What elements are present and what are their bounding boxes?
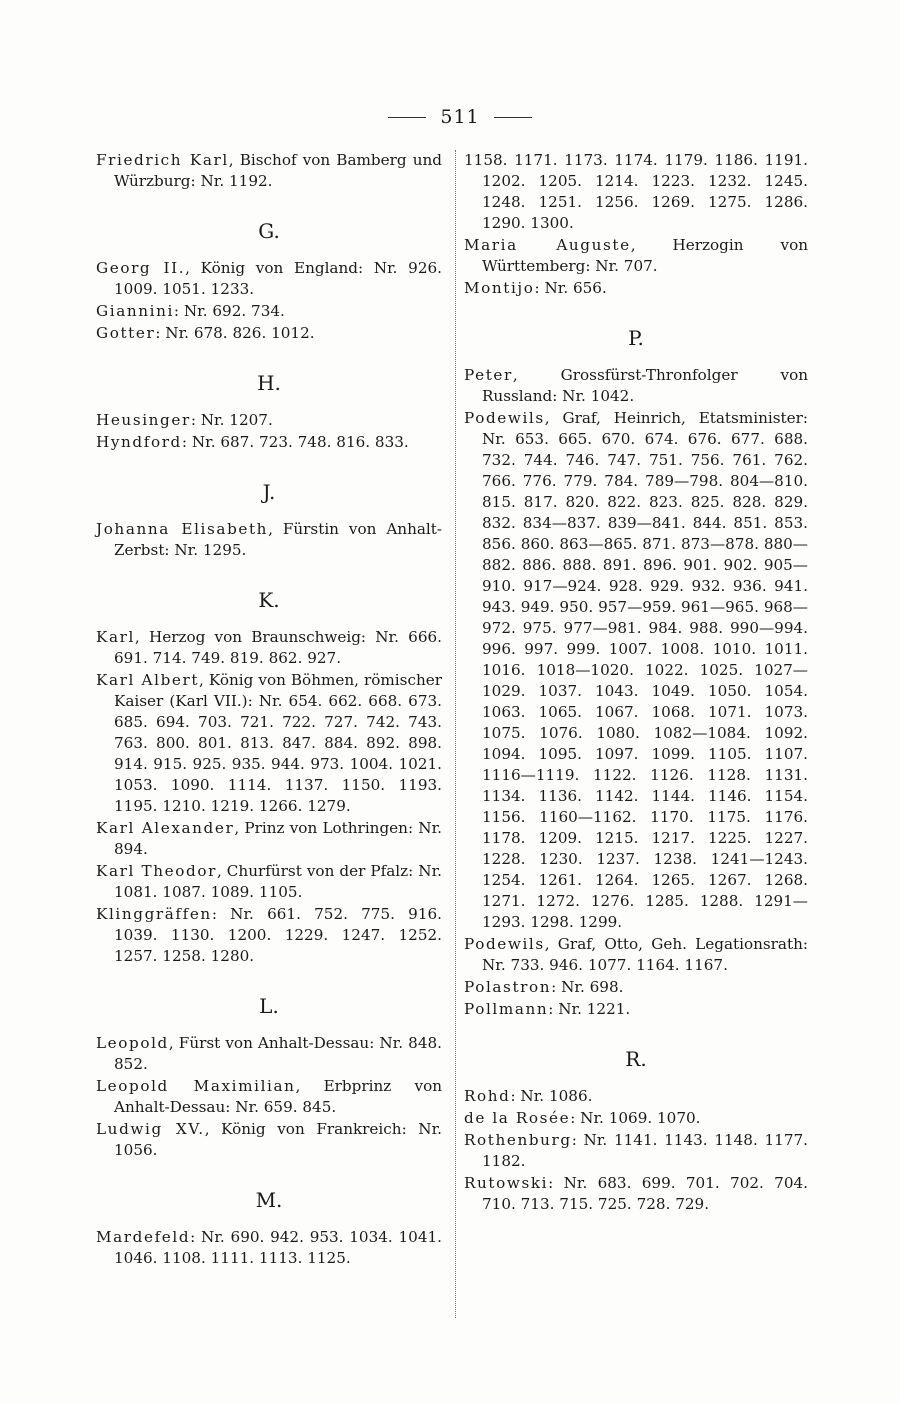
entry-references: , König von Böhmen, römischer Kaiser (Karl VII.): Nr. 654. 662. 668. 673. 685. 694. 703. 721. 722. 727. 742. 743. 763. 800. 801. 813. 847. 884. 892. 898. 914. 915. 925. 935. 944. 973. 1004. 1021. 1053. 1090. 1114. 1137. 1150. 1193. 1195. 1210. 1219. 1266. 1279. (114, 671, 442, 815)
section-heading: H. (257, 371, 281, 395)
section-heading: P. (628, 326, 644, 350)
entry-references: 1158. 1171. 1173. 1174. 1179. 1186. 1191. 1202. 1205. 1214. 1223. 1232. 1245. 1248. 1251. 1256. 1269. 1275. 1286. 1290. 1300. (464, 151, 808, 232)
entry-references: , Bischof von Bamberg und Würzburg: Nr. 1192. (114, 151, 442, 190)
index-entry (96, 861, 442, 903)
index-entry (96, 519, 442, 561)
section-heading: R. (625, 1047, 647, 1071)
entry-references: , Churfürst von der Pfalz: Nr. 1081. 1087. 1089. 1105. (114, 862, 443, 901)
index-entry (96, 1119, 442, 1161)
entry-name: Friedrich Karl (96, 151, 229, 169)
index-entry (96, 1227, 442, 1269)
entry-name: Karl Albert (96, 671, 200, 689)
index-entry (464, 1086, 808, 1107)
entry-references: : Nr. 1086. (510, 1087, 593, 1105)
entry-references: , König von Frankreich: Nr. 1056. (114, 1120, 442, 1159)
entry-name: Klinggräffen (96, 905, 212, 923)
index-entry (96, 904, 442, 967)
index-entry (464, 365, 808, 407)
entry-name: Karl (96, 628, 135, 646)
entry-references: : Nr. 683. 699. 701. 702. 704. 710. 713. 715. 725. 728. 729. (482, 1174, 808, 1213)
entry-name: Polastron (464, 978, 552, 996)
entry-references: , Graf, Heinrich, Etatsminister: Nr. 653. 665. 670. 674. 676. 677. 688. 732. 744. 746. 747. 751. 756. 761. 762. 766. 776. 779. 784. 789—798. 804—810. 815. 817. 820. 822. 823. 825. 828. 829. 832. 834—837. 839—841. 844. 851. 853. 856. 860. 863—865. 871. 873—878. 880—882. 886. 888. 891. 896. 901. 902. 905—910. 917—924. 928. 929. 932. 936. 941. 943. 949. 950. 957—959. 961—965. 968—972. 975. 977—981. 984. 988. 990—994. 996. 997. 999. 1007. 1008. 1010. 1011. 1016. 1018—1020. 1022. 1025. 1027—1029. 1037. 1043. 1049. 1050. 1054. 1063. 1065. 1067. 1068. 1071. 1073. 1075. 1076. 1080. 1082—1084. 1092. 1094. 1095. 1097. 1099. 1105. 1107. 1116—1119. 1122. 1126. 1128. 1131. 1134. 1136. 1142. 1144. 1146. 1154. 1156. 1160—1162. 1170. 1175. 1176. 1178. 1209. 1215. 1217. 1225. 1227. 1228. 1230. 1237. 1238. 1241—1243. 1254. 1261. 1264. 1265. 1267. 1268. 1271. 1272. 1276. 1285. 1288. 1291—1293. 1298. 1299. (482, 409, 808, 931)
entry-name: Mardefeld (96, 1228, 191, 1246)
entry-name: Karl Alexander (96, 819, 235, 837)
entry-name: Karl Theodor (96, 862, 217, 880)
entry-references: : Nr. 690. 942. 953. 1034. 1041. 1046. 1108. 1111. 1113. 1125. (114, 1228, 442, 1267)
entry-references: : Nr. 656. (534, 279, 607, 297)
section-heading: J. (262, 480, 276, 504)
index-entry (464, 278, 808, 299)
entry-name: Leopold Maximilian (96, 1077, 296, 1095)
index-entry (96, 1076, 442, 1118)
index-entry (464, 1108, 808, 1129)
entry-references: : Nr. 692. 734. (173, 302, 285, 320)
entry-name: Rohd (464, 1087, 511, 1105)
entry-name: Ludwig XV. (96, 1120, 205, 1138)
index-entry (464, 999, 808, 1020)
index-entry (96, 1033, 442, 1075)
section-heading: M. (255, 1188, 283, 1212)
index-entry (464, 1173, 808, 1215)
index-entry (96, 410, 442, 431)
entry-name: Johanna Elisabeth (96, 520, 269, 538)
entry-references: , Herzog von Braunschweig: Nr. 666. 691. 714. 749. 819. 862. 927. (114, 628, 442, 667)
entry-references: , König von England: Nr. 926. 1009. 1051. 1233. (114, 259, 442, 298)
index-entry (464, 235, 808, 277)
entry-name: Podewils (464, 935, 545, 953)
index-entry (464, 977, 808, 998)
index-entry-continuation (464, 150, 808, 234)
entry-name: de la Rosée (464, 1109, 571, 1127)
entry-references: , Prinz von Lothringen: Nr. 894. (114, 819, 442, 858)
entry-references: : Nr. 678. 826. 1012. (155, 324, 315, 342)
column-divider (455, 150, 456, 1318)
header-rule-left (388, 117, 426, 118)
entry-name: Rothenburg (464, 1131, 572, 1149)
page-header (380, 104, 540, 130)
entry-references: : Nr. 1069. 1070. (570, 1109, 701, 1127)
index-entry (96, 258, 442, 300)
entry-name: Georg II. (96, 259, 186, 277)
entry-references: : Nr. 1221. (548, 1000, 631, 1018)
right-column (464, 150, 808, 1216)
entry-name: Pollmann (464, 1000, 549, 1018)
entry-name: Heusinger (96, 411, 191, 429)
header-rule-right (494, 117, 532, 118)
index-entry (96, 818, 442, 860)
index-entry (464, 1130, 808, 1172)
index-entry (96, 670, 442, 817)
entry-references: , Fürstin von Anhalt-Zerbst: Nr. 1295. (114, 520, 443, 559)
entry-references: : Nr. 687. 723. 748. 816. 833. (181, 433, 409, 451)
index-entry (96, 432, 442, 453)
entry-name: Gotter (96, 324, 156, 342)
entry-references: : Nr. 698. (551, 978, 624, 996)
entry-name: Rutowski (464, 1174, 549, 1192)
entry-references: , Erbprinz von Anhalt-Dessau: Nr. 659. 845. (114, 1077, 442, 1116)
section-heading: K. (258, 588, 280, 612)
index-entry (96, 301, 442, 322)
index-entry (464, 408, 808, 933)
entry-name: Maria Auguste (464, 236, 631, 254)
page-number: 511 (440, 106, 480, 128)
entry-name: Leopold (96, 1034, 169, 1052)
entry-references: : Nr. 1207. (190, 411, 273, 429)
entry-name: Montijo (464, 279, 535, 297)
index-entry (96, 150, 442, 192)
entry-name: Giannini (96, 302, 174, 320)
index-entry (96, 627, 442, 669)
index-entry (464, 934, 808, 976)
section-heading: L. (259, 994, 279, 1018)
index-entry (96, 323, 442, 344)
entry-name: Hyndford (96, 433, 182, 451)
entry-name: Peter (464, 366, 513, 384)
section-heading: G. (258, 219, 280, 243)
entry-references: : Nr. 1141. 1143. 1148. 1177. 1182. (482, 1131, 808, 1170)
entry-references: , Fürst von Anhalt-Dessau: Nr. 848. 852. (114, 1034, 442, 1073)
entry-references: : Nr. 661. 752. 775. 916. 1039. 1130. 1200. 1229. 1247. 1252. 1257. 1258. 1280. (114, 905, 442, 965)
entry-name: Podewils (464, 409, 545, 427)
entry-references: , Grossfürst-Thronfolger von Russland: Nr. 1042. (482, 366, 808, 405)
entry-references: , Graf, Otto, Geh. Legationsrath: Nr. 733. 946. 1077. 1164. 1167. (482, 935, 808, 974)
left-column (96, 150, 442, 1270)
entry-references: , Herzogin von Württemberg: Nr. 707. (482, 236, 808, 275)
